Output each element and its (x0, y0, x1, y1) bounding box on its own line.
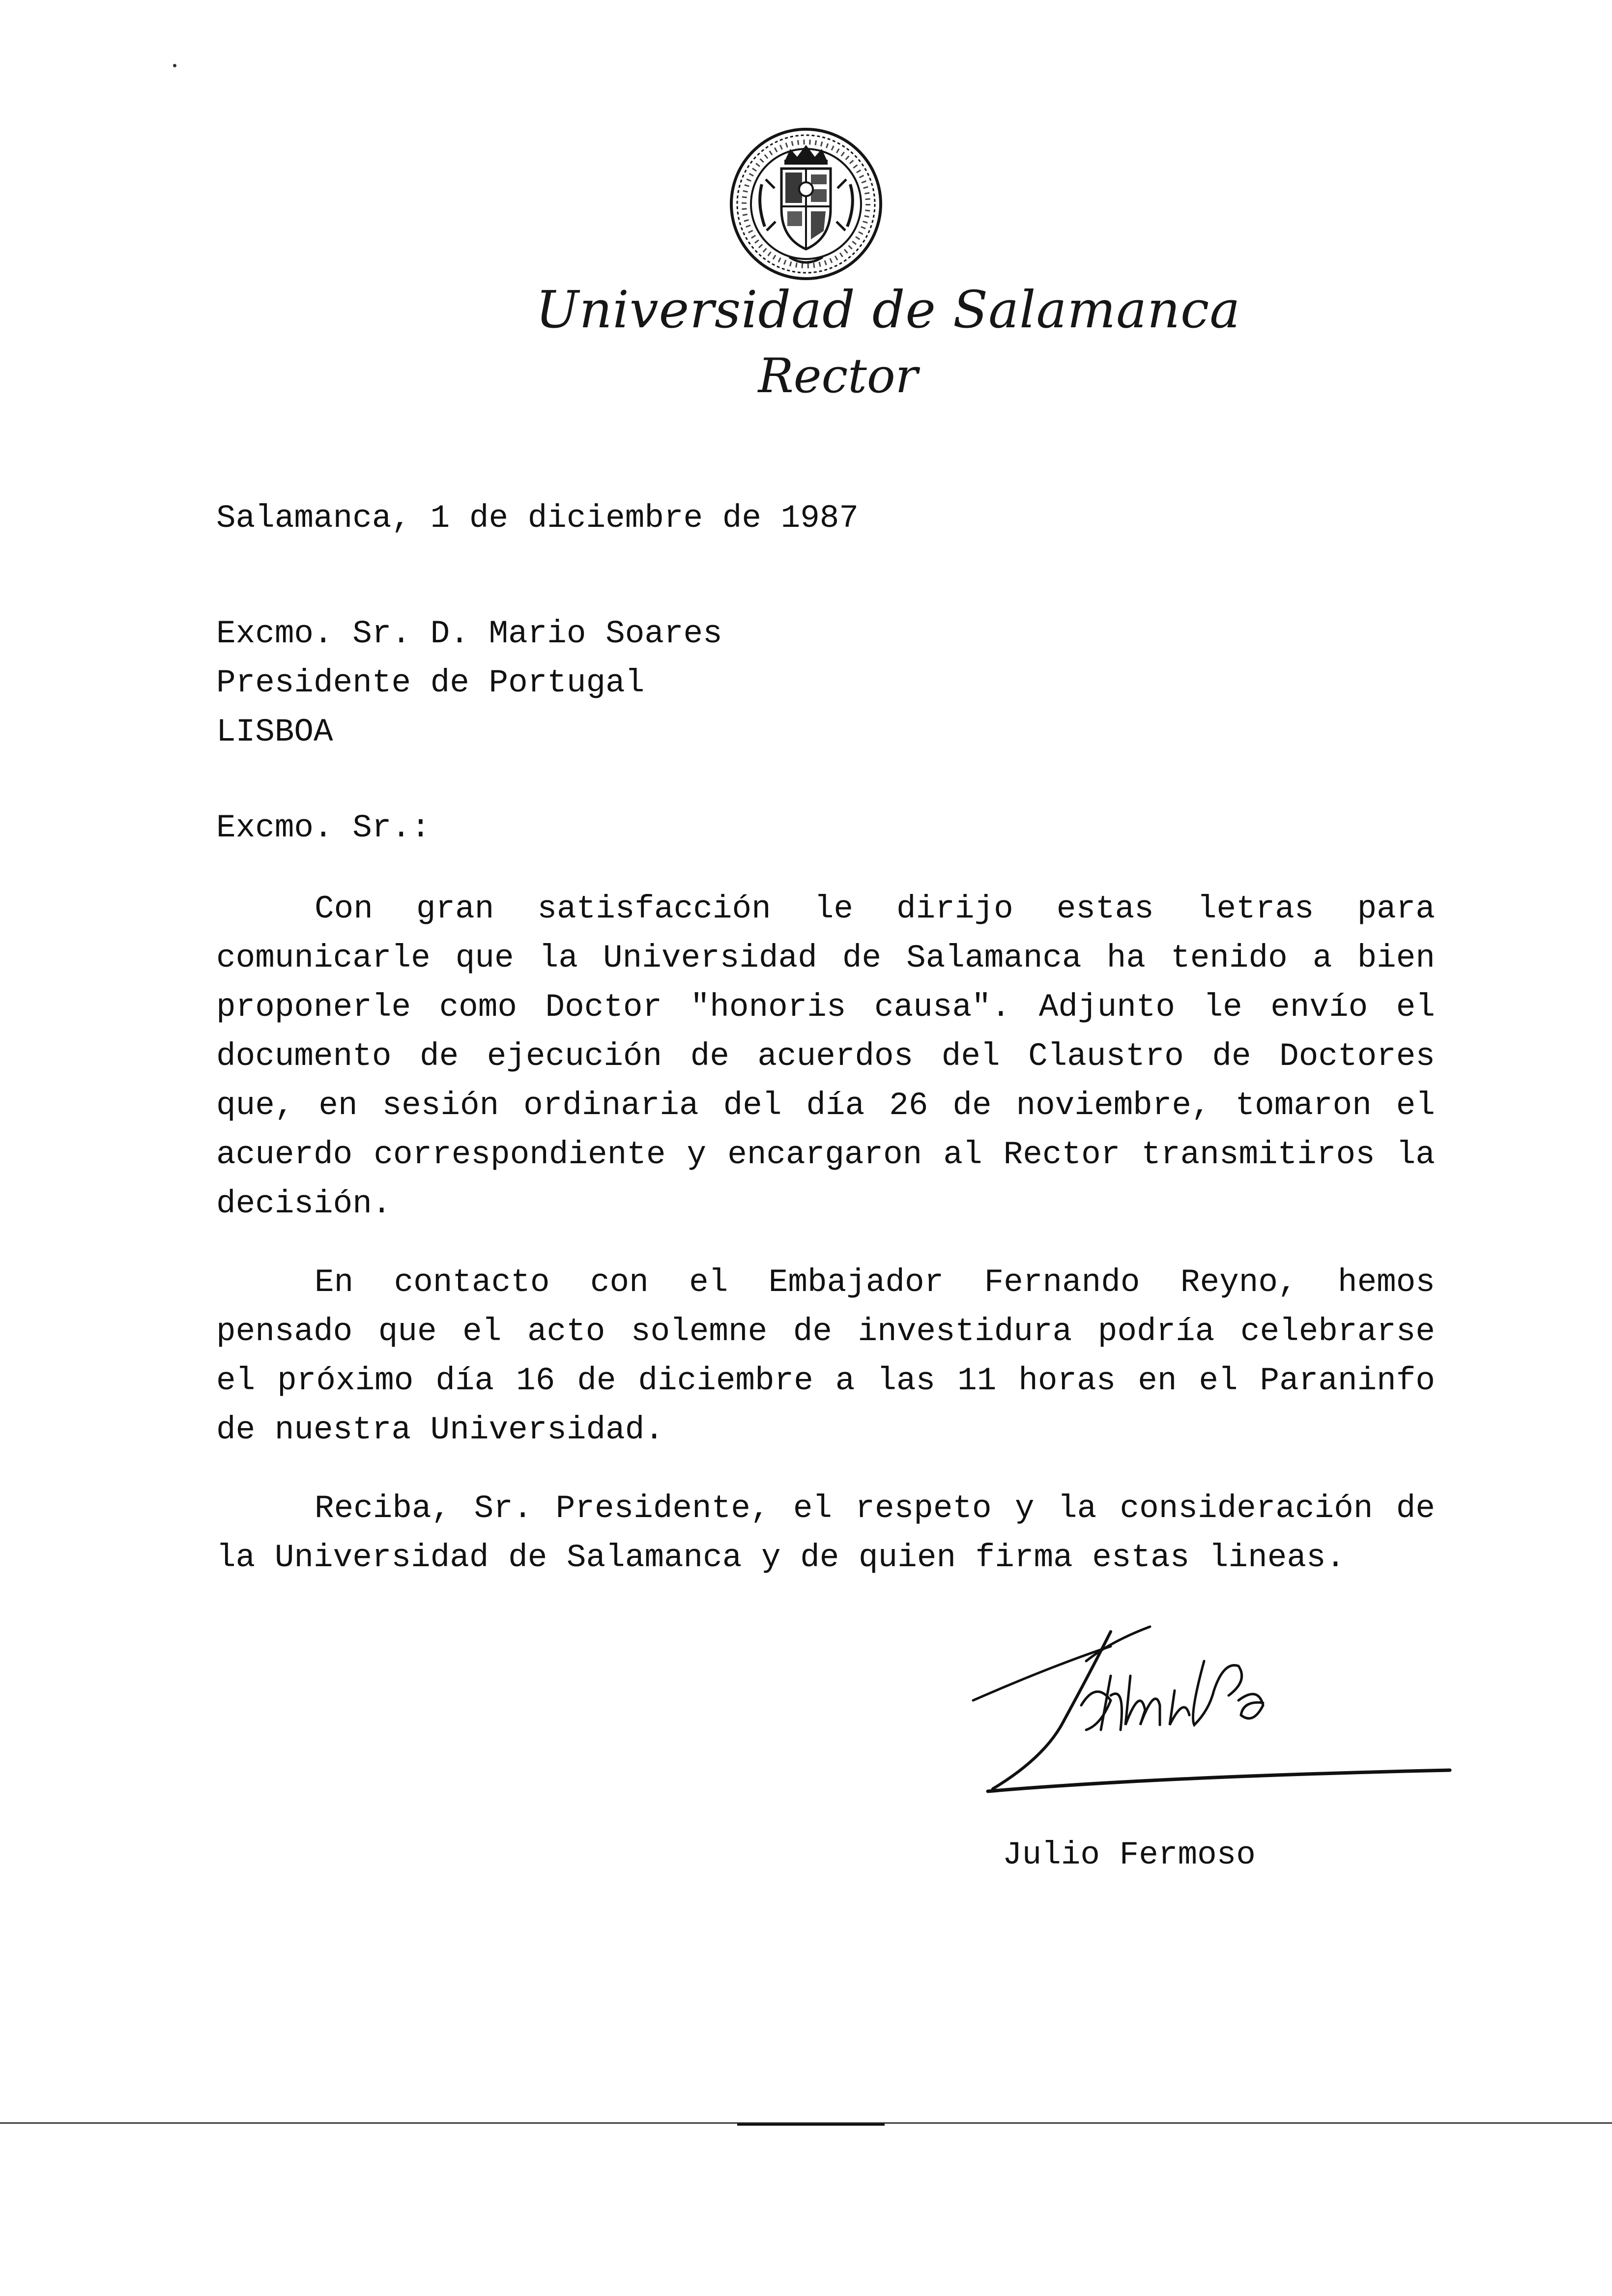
paragraph-text: Reciba, Sr. Presidente, el respeto y la consideración de la Universidad de Salamanca y de quien firma estas lineas. (216, 1490, 1435, 1576)
recipient-title: Presidente de Portugal (216, 664, 645, 701)
salutation: Excmo. Sr.: (216, 809, 431, 846)
letterhead-office: Rector (758, 348, 918, 403)
body-paragraph-3 (216, 1484, 1435, 1582)
paragraph-text: En contacto con el Embajador Fernando Reyno, hemos pensado que el acto solemne de investidura podría celebrarse el próximo día 16 de diciembre a las 11 horas en el Paraninfo de nuestra Universidad. (216, 1264, 1435, 1448)
recipient-city: LISBOA (216, 714, 333, 750)
signer-name: Julio Fermoso (1003, 1837, 1256, 1873)
body-paragraph-2 (216, 1258, 1435, 1455)
body-paragraph-1 (216, 885, 1435, 1229)
letterhead-institution: Universidad de Salamanca (536, 280, 1241, 340)
recipient-name: Excmo. Sr. D. Mario Soares (216, 615, 722, 652)
handwritten-signature (963, 1612, 1465, 1808)
letterhead (536, 275, 1241, 408)
university-seal-icon (727, 125, 885, 283)
paragraph-text: Con gran satisfacción le dirijo estas letras para comunicarle que la Universidad de Salamanca ha tenido a bien proponerle como Doctor "honoris causa". Adjunto le envío el documento de ejecución de acuerdos del Claustro de Doctores que, en sesión ordinaria del día 26 de noviembre, tomaron el acuerdo correspondiente y encargaron al Rector transmitiros la decisión. (216, 890, 1435, 1222)
letter-date: Salamanca, 1 de diciembre de 1987 (216, 500, 859, 537)
scan-speck (173, 64, 176, 67)
scan-edge-line (0, 2121, 1612, 2127)
